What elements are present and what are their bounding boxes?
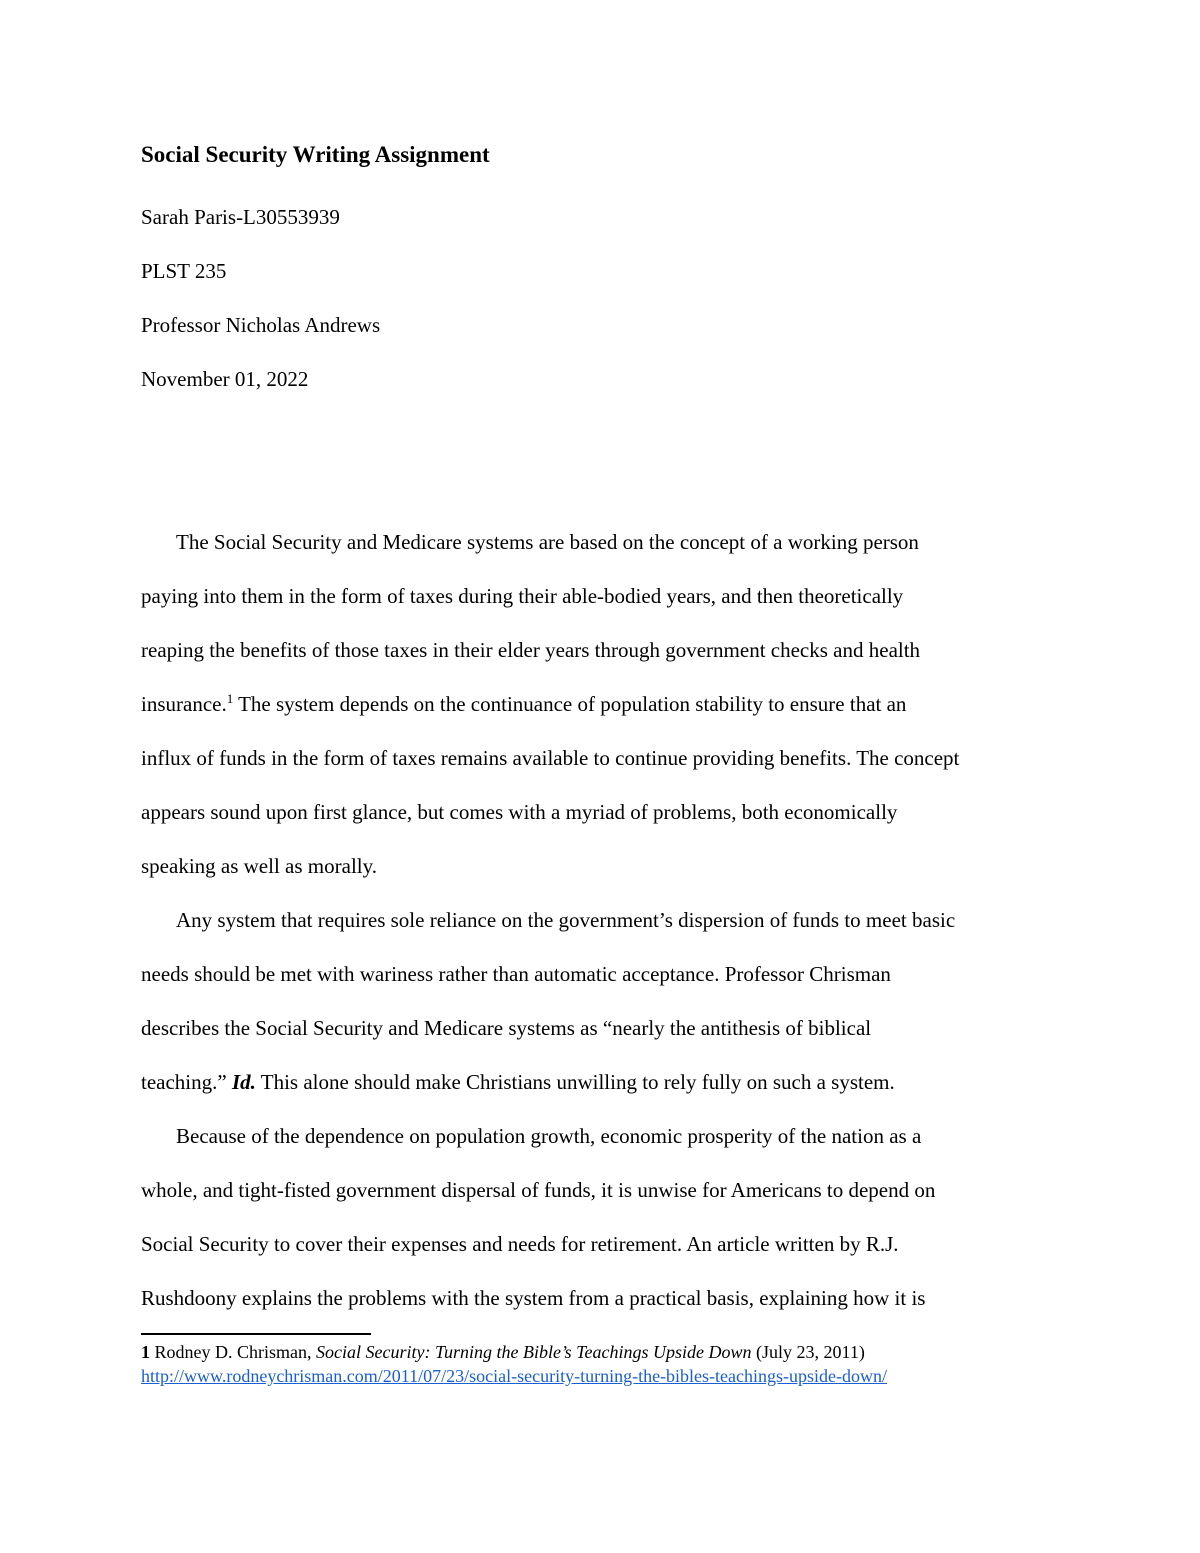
body-text: The system depends on the continuance of population stability to ensure that an bbox=[233, 692, 907, 716]
date-line: November 01, 2022 bbox=[141, 367, 309, 391]
body-line: influx of funds in the form of taxes remains available to continue providing benefits. The concept bbox=[141, 746, 960, 770]
footnote-separator bbox=[141, 1333, 371, 1335]
body-line: Because of the dependence on population growth, economic prosperity of the nation as a bbox=[176, 1124, 922, 1148]
body-line: appears sound upon first glance, but comes with a myriad of problems, both economically bbox=[141, 800, 898, 824]
body-line: whole, and tight-fisted government dispersal of funds, it is unwise for Americans to depend on bbox=[141, 1178, 936, 1202]
footnote-reference[interactable]: 1 bbox=[226, 691, 234, 706]
citation-id: Id. bbox=[231, 1070, 256, 1094]
body-text: insurance. bbox=[141, 692, 227, 716]
body-line-with-footnote-ref bbox=[141, 692, 906, 717]
professor-line: Professor Nicholas Andrews bbox=[141, 313, 381, 337]
body-line: speaking as well as morally. bbox=[141, 854, 377, 878]
footnote-number: 1 bbox=[141, 1342, 150, 1362]
body-line: describes the Social Security and Medicare systems as “nearly the antithesis of biblical bbox=[141, 1016, 872, 1040]
body-line: Any system that requires sole reliance on the government’s dispersion of funds to meet basic bbox=[176, 908, 956, 932]
document-title: Social Security Writing Assignment bbox=[141, 142, 490, 167]
body-line: Social Security to cover their expenses and needs for retirement. An article written by R.J. bbox=[141, 1232, 899, 1256]
body-line: needs should be met with wariness rather than automatic acceptance. Professor Chrisman bbox=[141, 962, 891, 986]
course-line: PLST 235 bbox=[141, 259, 227, 283]
footnote-work-title: Social Security: Turning the Bible’s Teachings Upside Down bbox=[316, 1342, 752, 1362]
body-line: paying into them in the form of taxes during their able-bodied years, and then theoretically bbox=[141, 584, 904, 608]
footnote-date: (July 23, 2011) bbox=[751, 1342, 865, 1362]
footnote-url-line bbox=[141, 1366, 887, 1387]
body-text: This alone should make Christians unwilling to rely fully on such a system. bbox=[255, 1070, 895, 1094]
body-line: reaping the benefits of those taxes in their elder years through government checks and health bbox=[141, 638, 921, 662]
footnote-url-link[interactable]: http://www.rodneychrisman.com/2011/07/23/social-security-turning-the-bibles-teachings-upside-down/ bbox=[141, 1366, 887, 1386]
body-line: Rushdoony explains the problems with the system from a practical basis, explaining how it is bbox=[141, 1286, 926, 1310]
author-line: Sarah Paris-L30553939 bbox=[141, 205, 340, 229]
body-line-with-citation bbox=[141, 1070, 895, 1095]
footnote-author: Rodney D. Chrisman, bbox=[150, 1342, 316, 1362]
footnote-citation bbox=[141, 1342, 865, 1363]
body-line: The Social Security and Medicare systems are based on the concept of a working person bbox=[176, 530, 919, 554]
body-text: teaching.” bbox=[141, 1070, 232, 1094]
